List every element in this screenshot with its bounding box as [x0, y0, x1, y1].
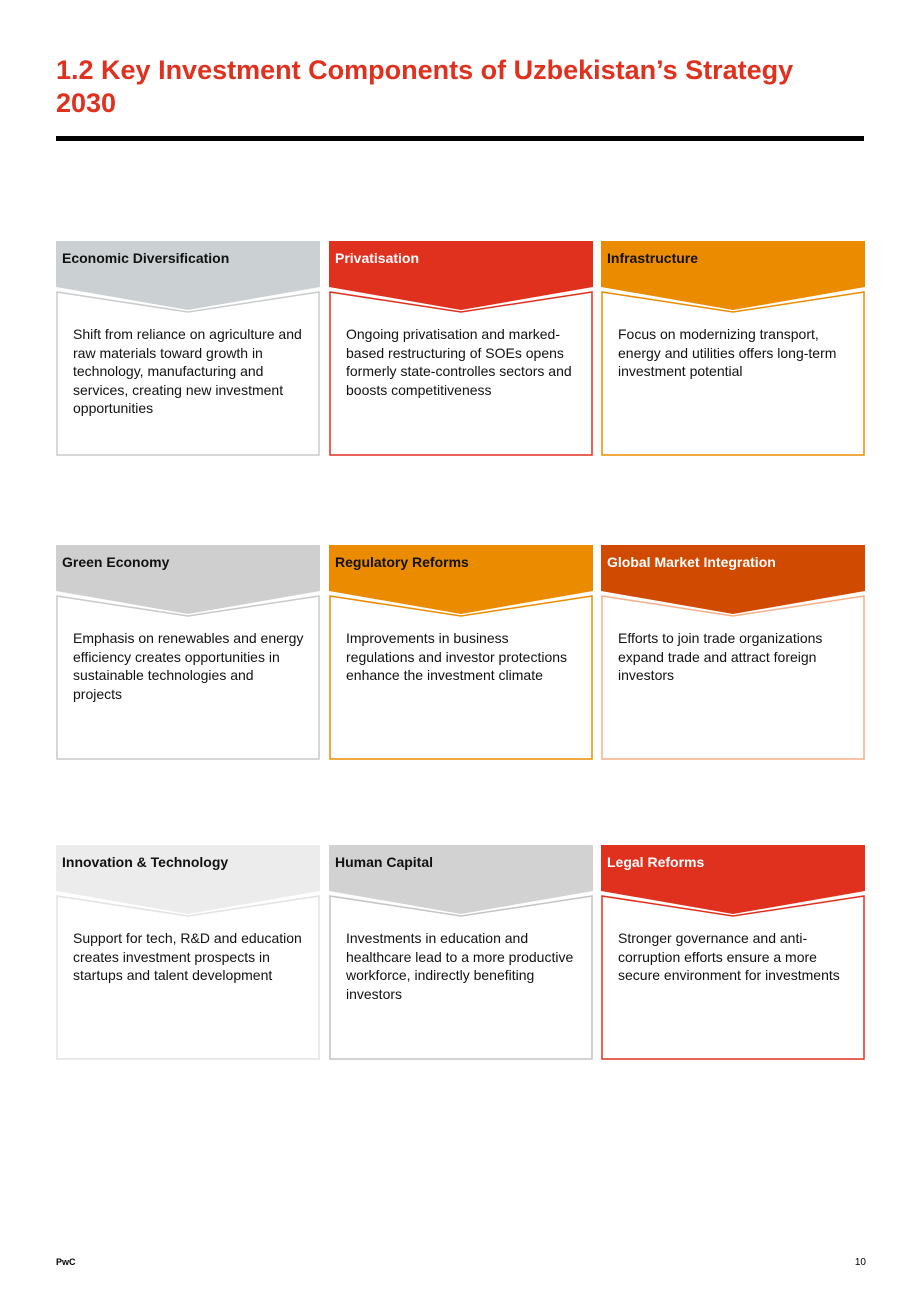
component-card	[329, 845, 594, 1063]
card-title: Human Capital	[335, 854, 434, 870]
card-title: Economic Diversification	[62, 250, 230, 266]
card-description: Improvements in business regulations and investor protections enhance the investment climate	[346, 630, 568, 684]
component-card	[601, 545, 866, 763]
component-card	[329, 545, 594, 763]
card-description: Investments in education and healthcare lead to a more productive workforce, indirectly benefiting investors	[346, 930, 574, 1002]
component-card	[56, 845, 321, 1063]
card-description: Emphasis on renewables and energy efficiency creates opportunities in sustainable technologies and projects	[73, 630, 304, 702]
card-description: Efforts to join trade organizations expand trade and attract foreign investors	[618, 630, 823, 684]
card-title: Innovation & Technology	[62, 854, 229, 870]
card-description: Ongoing privatisation and marked-based restructuring of SOEs opens formerly state-controlles sectors and boosts competitiveness	[346, 326, 572, 398]
card-description: Support for tech, R&D and education creates investment prospects in startups and talent development	[73, 930, 302, 984]
component-card	[601, 241, 866, 459]
card-description: Stronger governance and anti-corruption efforts ensure a more secure environment for investments	[618, 930, 840, 984]
card-title: Regulatory Reforms	[335, 554, 469, 570]
card-description: Focus on modernizing transport, energy and utilities offers long-term investment potential	[618, 326, 837, 380]
card-description: Shift from reliance on agriculture and raw materials toward growth in technology, manufacturing and services, creating new investment opportunities	[73, 326, 302, 417]
footer-brand: PwC	[56, 1257, 76, 1267]
page-title: 1.2 Key Investment Components of Uzbekistan’s Strategy 2030	[56, 55, 794, 118]
title-rule	[56, 136, 864, 141]
card-title: Legal Reforms	[607, 854, 705, 870]
card-title: Infrastructure	[607, 250, 699, 266]
component-card	[601, 845, 866, 1063]
component-card	[56, 545, 321, 763]
card-title: Privatisation	[335, 250, 420, 266]
component-card	[56, 241, 321, 459]
page-number: 10	[854, 1257, 866, 1268]
card-title: Green Economy	[62, 554, 170, 570]
card-title: Global Market Integration	[607, 554, 776, 570]
component-card	[329, 241, 594, 459]
